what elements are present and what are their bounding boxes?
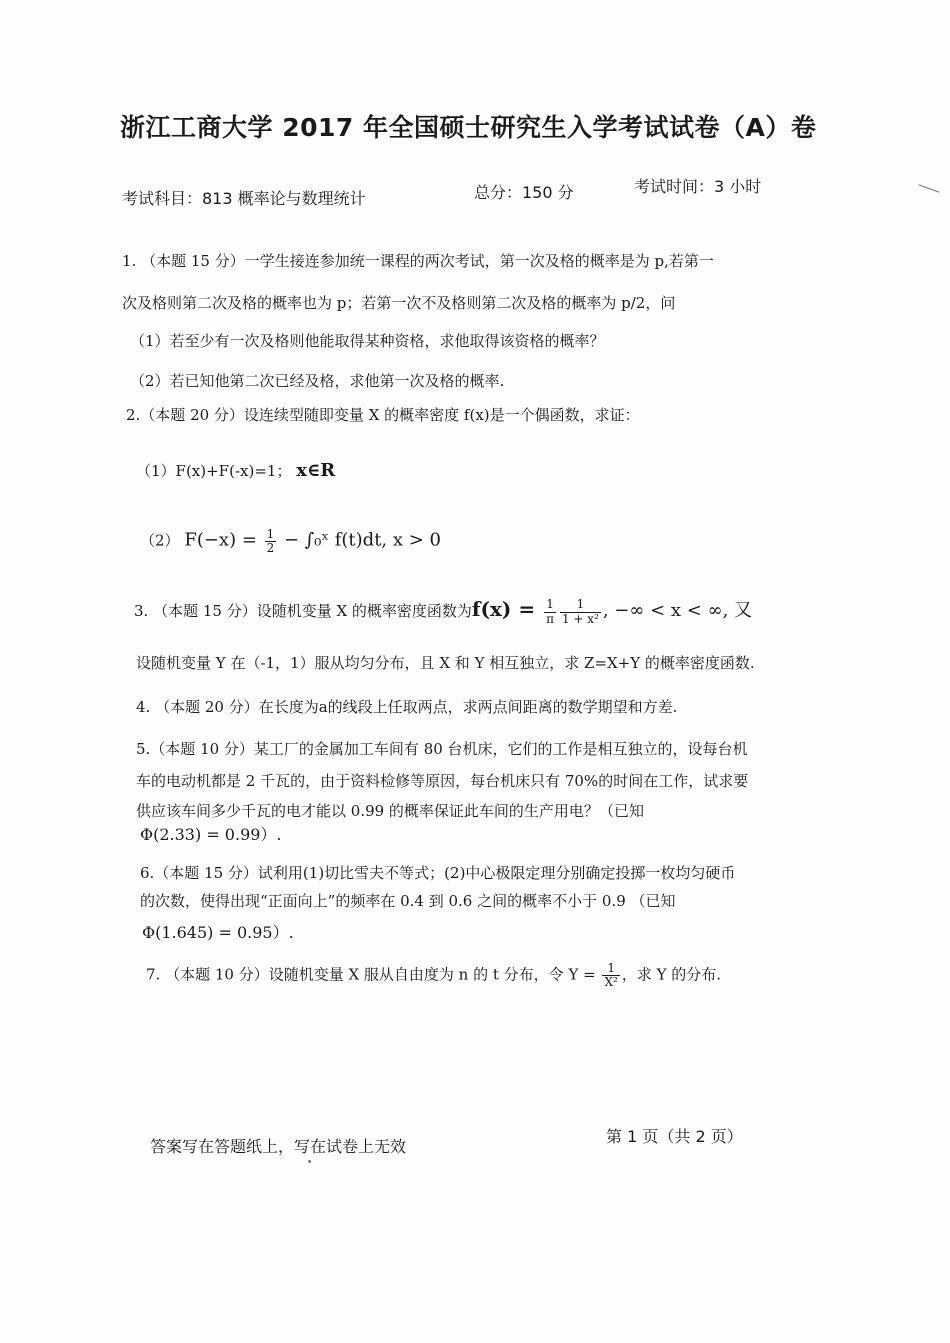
q2-part-2-rhs: − ∫₀ˣ f(t)dt, x > 0	[278, 529, 442, 551]
q4-line-1: 4. （本题 20 分）在长度为a的线段上任取两点，求两点间距离的数学期望和方差.	[136, 698, 678, 716]
q7-intro: 7. （本题 10 分）设随机变量 X 服从自由度为 n 的 t 分布，令 Y =	[146, 965, 601, 984]
q1-part-1: （1）若至少有一次及格则他能取得某种资格，求他取得该资格的概率？	[130, 332, 605, 350]
q3-intro: 3. （本题 15 分）设随机变量 X 的概率密度函数为	[134, 602, 472, 620]
q1-part-2: （2）若已知他第二次已经及格，求他第一次及格的概率.	[130, 372, 505, 390]
q2-part-2-lhs: F(−x) =	[184, 529, 263, 551]
fraction-denominator: π	[546, 611, 554, 626]
q5-line-3: 供应该车间多少千瓦的电才能以 0.99 的概率保证此车间的生产用电？（已知	[136, 802, 644, 820]
answer-note: 答案写在答题纸上，写在试卷上无效	[150, 1137, 407, 1156]
q2-part-1-label: （1）	[136, 462, 176, 480]
q3-fraction-1	[544, 598, 556, 625]
q5-line-4: Φ(2.33) = 0.99）.	[140, 825, 282, 844]
q2-part-1-condition: x∈R	[296, 460, 336, 481]
exam-total-score: 总分：150 分	[474, 183, 574, 202]
fraction-numerator: 1	[602, 962, 619, 976]
fraction-numerator: 1	[544, 598, 556, 612]
scan-mark	[918, 184, 939, 192]
q3-tail: , −∞ < x < ∞, 又	[602, 600, 753, 621]
q7-tail: ，求 Y 的分布.	[621, 965, 722, 984]
q6-line-1: 6.（本题 15 分）试利用(1)切比雪夫不等式；(2)中心极限定理分别确定投掷一枚均匀硬币	[140, 864, 736, 882]
q2-line-1: 2.（本题 20 分）设连续型随即变量 X 的概率密度 f(x)是一个偶函数，求证：	[126, 406, 640, 424]
fraction-numerator: 1	[266, 527, 275, 541]
fraction-numerator: 1	[560, 598, 601, 612]
q2-part-2	[140, 528, 441, 555]
scan-dot	[308, 1160, 311, 1163]
q2-part-1	[136, 460, 335, 481]
q1-line-1: 1. （本题 15 分）一学生接连参加统一课程的两次考试，第一次及格的概率是为 p,若第一	[122, 252, 714, 270]
q1-line-2: 次及格则第二次及格的概率也为 p；若第一次不及格则第二次及格的概率为 p/2，问	[122, 294, 676, 312]
q3-line-1	[134, 596, 752, 626]
fraction-denominator: 2	[266, 541, 275, 556]
exam-subject: 考试科目：813 概率论与数理统计	[122, 189, 366, 208]
q2-part-1-expr: F(x)+F(-x)=1；	[175, 462, 292, 480]
q5-line-1: 5.（本题 10 分）某工厂的金属加工车间有 80 台机床，它们的工作是相互独立的，设每台机	[136, 740, 748, 758]
exam-title: 浙江工商大学 2017 年全国硕士研究生入学考试试卷（A）卷	[120, 113, 817, 142]
q3-line-2: 设随机变量 Y 在（-1，1）服从均匀分布，且 X 和 Y 相互独立，求 Z=X+Y 的概率密度函数.	[136, 654, 755, 672]
q2-part-2-label: （2）	[140, 531, 180, 550]
exam-duration: 考试时间：3 小时	[634, 177, 762, 196]
q2-part-2-fraction	[265, 528, 277, 555]
q6-line-3: Φ(1.645) = 0.95）.	[142, 923, 294, 942]
q3-fx: f(x) =	[471, 597, 543, 621]
page-number: 第 1 页（共 2 页）	[606, 1127, 743, 1146]
q3-fraction-2	[560, 598, 601, 625]
fraction-denominator: 1 + x²	[561, 611, 599, 626]
q6-line-2: 的次数，使得出现“正面向上”的频率在 0.4 到 0.6 之间的概率不小于 0.9 （已知	[140, 892, 676, 910]
q5-line-2: 车的电动机都是 2 千瓦的，由于资料检修等原因，每台机床只有 70%的时间在工作，试求要	[136, 772, 749, 790]
q7-fraction	[602, 962, 619, 989]
fraction-denominator: X²	[604, 975, 618, 990]
q7-line-1	[146, 962, 721, 989]
